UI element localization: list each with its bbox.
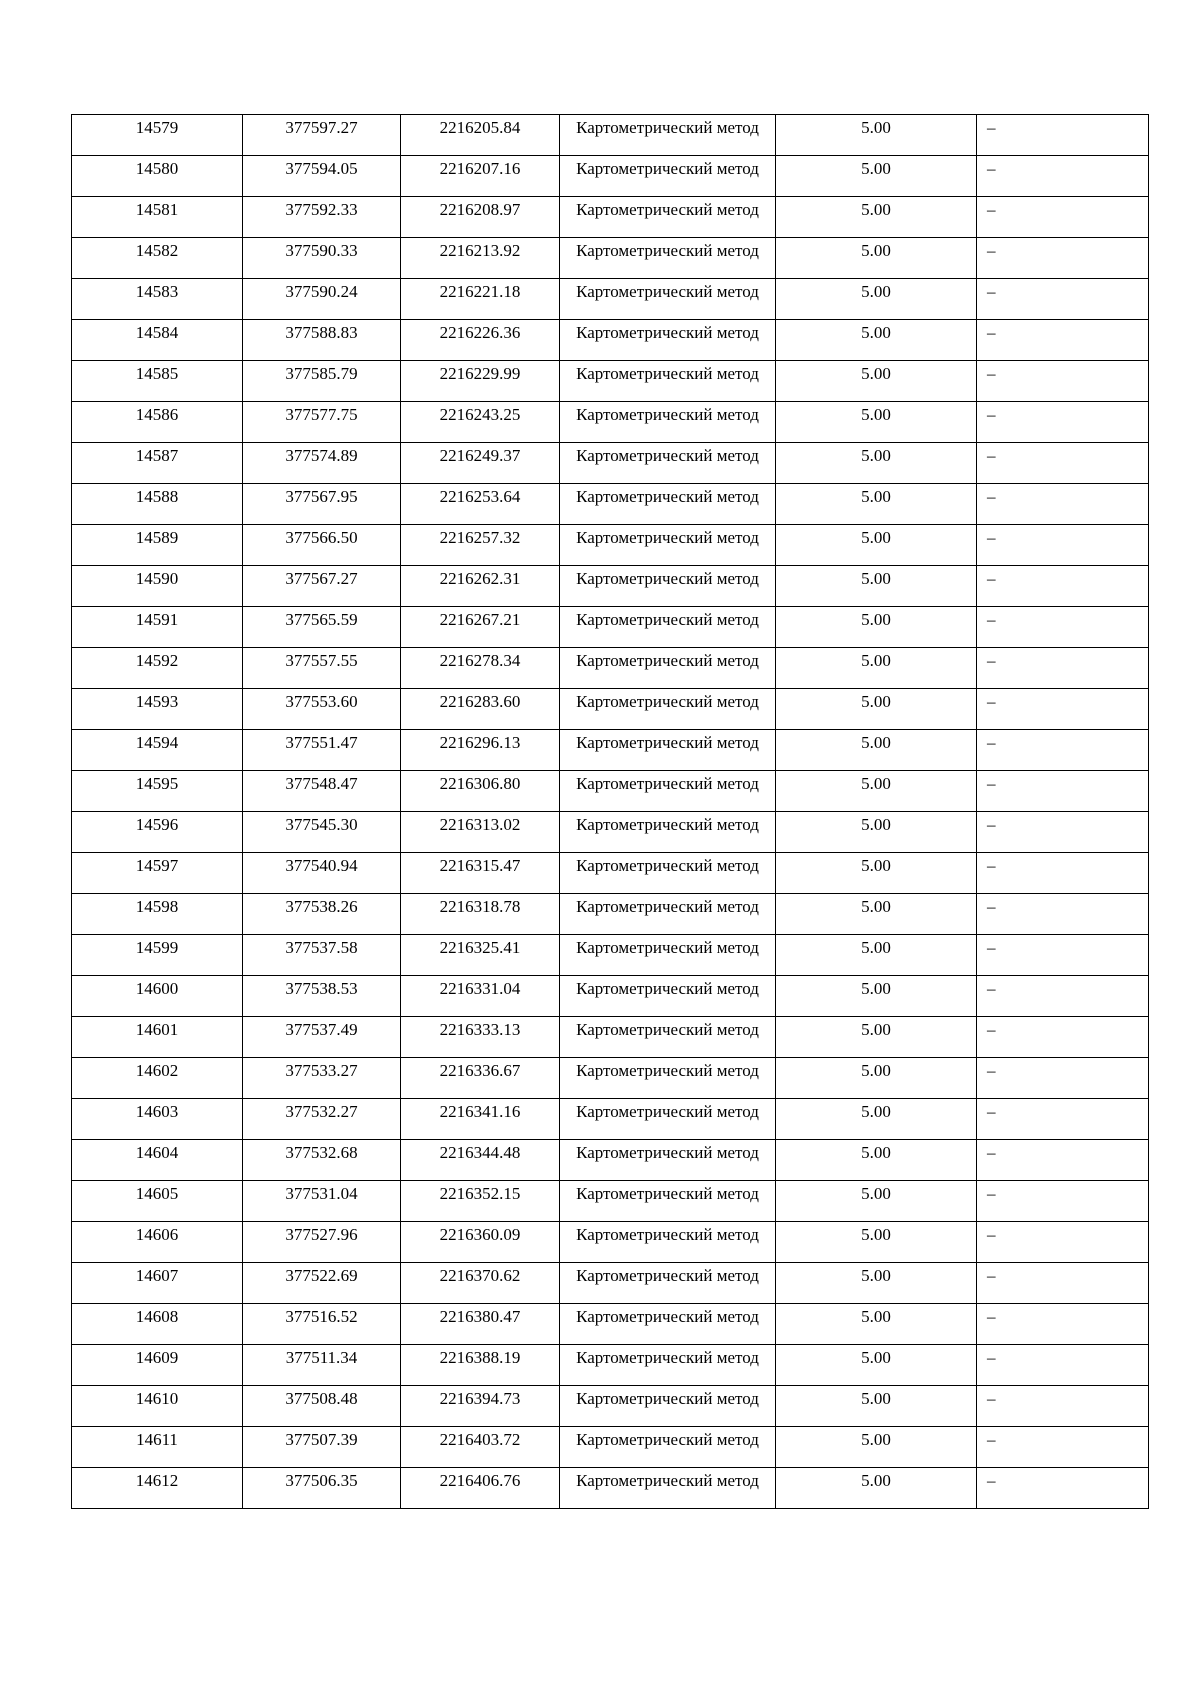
note-cell: –: [977, 443, 1149, 484]
table-row: [72, 566, 1149, 607]
point-number-cell: 14587: [72, 443, 243, 484]
point-number-cell: 14590: [72, 566, 243, 607]
accuracy-cell: 5.00: [776, 238, 977, 279]
y-coordinate-cell: 2216283.60: [401, 689, 560, 730]
y-coordinate-cell: 2216315.47: [401, 853, 560, 894]
x-coordinate-cell: 377553.60: [243, 689, 401, 730]
y-coordinate-cell: 2216257.32: [401, 525, 560, 566]
note-cell: –: [977, 730, 1149, 771]
x-coordinate-cell: 377585.79: [243, 361, 401, 402]
point-number-cell: 14598: [72, 894, 243, 935]
note-cell: –: [977, 648, 1149, 689]
method-cell: Картометрический метод: [560, 566, 776, 607]
x-coordinate-cell: 377548.47: [243, 771, 401, 812]
method-cell: Картометрический метод: [560, 238, 776, 279]
accuracy-cell: 5.00: [776, 361, 977, 402]
method-cell: Картометрический метод: [560, 1427, 776, 1468]
method-cell: Картометрический метод: [560, 320, 776, 361]
method-cell: Картометрический метод: [560, 1386, 776, 1427]
table-row: [72, 279, 1149, 320]
point-number-cell: 14595: [72, 771, 243, 812]
y-coordinate-cell: 2216249.37: [401, 443, 560, 484]
x-coordinate-cell: 377574.89: [243, 443, 401, 484]
method-cell: Картометрический метод: [560, 484, 776, 525]
method-cell: Картометрический метод: [560, 1345, 776, 1386]
point-number-cell: 14602: [72, 1058, 243, 1099]
method-cell: Картометрический метод: [560, 853, 776, 894]
y-coordinate-cell: 2216207.16: [401, 156, 560, 197]
table-row: [72, 1099, 1149, 1140]
method-cell: Картометрический метод: [560, 730, 776, 771]
y-coordinate-cell: 2216226.36: [401, 320, 560, 361]
table-row: [72, 1345, 1149, 1386]
method-cell: Картометрический метод: [560, 156, 776, 197]
point-number-cell: 14588: [72, 484, 243, 525]
y-coordinate-cell: 2216267.21: [401, 607, 560, 648]
point-number-cell: 14600: [72, 976, 243, 1017]
x-coordinate-cell: 377538.26: [243, 894, 401, 935]
note-cell: –: [977, 1427, 1149, 1468]
x-coordinate-cell: 377592.33: [243, 197, 401, 238]
y-coordinate-cell: 2216344.48: [401, 1140, 560, 1181]
table-row: [72, 156, 1149, 197]
note-cell: –: [977, 771, 1149, 812]
point-number-cell: 14603: [72, 1099, 243, 1140]
x-coordinate-cell: 377532.27: [243, 1099, 401, 1140]
y-coordinate-cell: 2216278.34: [401, 648, 560, 689]
note-cell: –: [977, 197, 1149, 238]
method-cell: Картометрический метод: [560, 935, 776, 976]
y-coordinate-cell: 2216388.19: [401, 1345, 560, 1386]
point-number-cell: 14612: [72, 1468, 243, 1509]
accuracy-cell: 5.00: [776, 1058, 977, 1099]
accuracy-cell: 5.00: [776, 648, 977, 689]
y-coordinate-cell: 2216306.80: [401, 771, 560, 812]
x-coordinate-cell: 377557.55: [243, 648, 401, 689]
x-coordinate-cell: 377516.52: [243, 1304, 401, 1345]
x-coordinate-cell: 377577.75: [243, 402, 401, 443]
point-number-cell: 14594: [72, 730, 243, 771]
table-row: [72, 402, 1149, 443]
accuracy-cell: 5.00: [776, 853, 977, 894]
x-coordinate-cell: 377527.96: [243, 1222, 401, 1263]
method-cell: Картометрический метод: [560, 607, 776, 648]
y-coordinate-cell: 2216325.41: [401, 935, 560, 976]
table-row: [72, 648, 1149, 689]
point-number-cell: 14610: [72, 1386, 243, 1427]
y-coordinate-cell: 2216406.76: [401, 1468, 560, 1509]
y-coordinate-cell: 2216205.84: [401, 115, 560, 156]
accuracy-cell: 5.00: [776, 484, 977, 525]
x-coordinate-cell: 377588.83: [243, 320, 401, 361]
table-row: [72, 771, 1149, 812]
point-number-cell: 14608: [72, 1304, 243, 1345]
note-cell: –: [977, 1345, 1149, 1386]
x-coordinate-cell: 377532.68: [243, 1140, 401, 1181]
y-coordinate-cell: 2216213.92: [401, 238, 560, 279]
method-cell: Картометрический метод: [560, 1222, 776, 1263]
method-cell: Картометрический метод: [560, 1181, 776, 1222]
method-cell: Картометрический метод: [560, 197, 776, 238]
note-cell: –: [977, 1181, 1149, 1222]
point-number-cell: 14580: [72, 156, 243, 197]
point-number-cell: 14584: [72, 320, 243, 361]
accuracy-cell: 5.00: [776, 525, 977, 566]
method-cell: Картометрический метод: [560, 812, 776, 853]
note-cell: –: [977, 156, 1149, 197]
method-cell: Картометрический метод: [560, 1017, 776, 1058]
note-cell: –: [977, 484, 1149, 525]
x-coordinate-cell: 377506.35: [243, 1468, 401, 1509]
table-row: [72, 361, 1149, 402]
note-cell: –: [977, 238, 1149, 279]
method-cell: Картометрический метод: [560, 402, 776, 443]
method-cell: Картометрический метод: [560, 689, 776, 730]
accuracy-cell: 5.00: [776, 1263, 977, 1304]
y-coordinate-cell: 2216333.13: [401, 1017, 560, 1058]
note-cell: –: [977, 115, 1149, 156]
method-cell: Картометрический метод: [560, 771, 776, 812]
point-number-cell: 14611: [72, 1427, 243, 1468]
y-coordinate-cell: 2216208.97: [401, 197, 560, 238]
x-coordinate-cell: 377537.49: [243, 1017, 401, 1058]
y-coordinate-cell: 2216403.72: [401, 1427, 560, 1468]
method-cell: Картометрический метод: [560, 361, 776, 402]
accuracy-cell: 5.00: [776, 812, 977, 853]
y-coordinate-cell: 2216331.04: [401, 976, 560, 1017]
accuracy-cell: 5.00: [776, 1386, 977, 1427]
table-row: [72, 238, 1149, 279]
accuracy-cell: 5.00: [776, 771, 977, 812]
table-row: [72, 894, 1149, 935]
x-coordinate-cell: 377540.94: [243, 853, 401, 894]
note-cell: –: [977, 320, 1149, 361]
y-coordinate-cell: 2216229.99: [401, 361, 560, 402]
x-coordinate-cell: 377590.24: [243, 279, 401, 320]
accuracy-cell: 5.00: [776, 1140, 977, 1181]
accuracy-cell: 5.00: [776, 1427, 977, 1468]
point-number-cell: 14585: [72, 361, 243, 402]
accuracy-cell: 5.00: [776, 976, 977, 1017]
note-cell: –: [977, 566, 1149, 607]
note-cell: –: [977, 1304, 1149, 1345]
table-row: [72, 1304, 1149, 1345]
method-cell: Картометрический метод: [560, 1263, 776, 1304]
note-cell: –: [977, 607, 1149, 648]
y-coordinate-cell: 2216380.47: [401, 1304, 560, 1345]
accuracy-cell: 5.00: [776, 566, 977, 607]
method-cell: Картометрический метод: [560, 976, 776, 1017]
y-coordinate-cell: 2216352.15: [401, 1181, 560, 1222]
accuracy-cell: 5.00: [776, 115, 977, 156]
point-number-cell: 14606: [72, 1222, 243, 1263]
accuracy-cell: 5.00: [776, 156, 977, 197]
method-cell: Картометрический метод: [560, 525, 776, 566]
table-row: [72, 1427, 1149, 1468]
x-coordinate-cell: 377567.95: [243, 484, 401, 525]
method-cell: Картометрический метод: [560, 1058, 776, 1099]
point-number-cell: 14609: [72, 1345, 243, 1386]
point-number-cell: 14597: [72, 853, 243, 894]
x-coordinate-cell: 377538.53: [243, 976, 401, 1017]
x-coordinate-cell: 377531.04: [243, 1181, 401, 1222]
coordinates-table-body: [72, 115, 1149, 1509]
x-coordinate-cell: 377567.27: [243, 566, 401, 607]
coordinates-table: [71, 114, 1149, 1509]
method-cell: Картометрический метод: [560, 1140, 776, 1181]
table-row: [72, 320, 1149, 361]
accuracy-cell: 5.00: [776, 689, 977, 730]
accuracy-cell: 5.00: [776, 894, 977, 935]
accuracy-cell: 5.00: [776, 320, 977, 361]
accuracy-cell: 5.00: [776, 1468, 977, 1509]
x-coordinate-cell: 377507.39: [243, 1427, 401, 1468]
x-coordinate-cell: 377551.47: [243, 730, 401, 771]
y-coordinate-cell: 2216318.78: [401, 894, 560, 935]
accuracy-cell: 5.00: [776, 607, 977, 648]
accuracy-cell: 5.00: [776, 279, 977, 320]
table-row: [72, 443, 1149, 484]
note-cell: –: [977, 1468, 1149, 1509]
table-row: [72, 115, 1149, 156]
point-number-cell: 14586: [72, 402, 243, 443]
table-row: [72, 607, 1149, 648]
table-row: [72, 1181, 1149, 1222]
note-cell: –: [977, 1386, 1149, 1427]
x-coordinate-cell: 377508.48: [243, 1386, 401, 1427]
y-coordinate-cell: 2216341.16: [401, 1099, 560, 1140]
note-cell: –: [977, 853, 1149, 894]
point-number-cell: 14589: [72, 525, 243, 566]
point-number-cell: 14592: [72, 648, 243, 689]
method-cell: Картометрический метод: [560, 1304, 776, 1345]
y-coordinate-cell: 2216253.64: [401, 484, 560, 525]
point-number-cell: 14581: [72, 197, 243, 238]
table-row: [72, 853, 1149, 894]
table-row: [72, 976, 1149, 1017]
accuracy-cell: 5.00: [776, 197, 977, 238]
note-cell: –: [977, 812, 1149, 853]
y-coordinate-cell: 2216336.67: [401, 1058, 560, 1099]
method-cell: Картометрический метод: [560, 648, 776, 689]
point-number-cell: 14604: [72, 1140, 243, 1181]
point-number-cell: 14591: [72, 607, 243, 648]
accuracy-cell: 5.00: [776, 1181, 977, 1222]
method-cell: Картометрический метод: [560, 279, 776, 320]
note-cell: –: [977, 689, 1149, 730]
point-number-cell: 14596: [72, 812, 243, 853]
y-coordinate-cell: 2216360.09: [401, 1222, 560, 1263]
accuracy-cell: 5.00: [776, 1099, 977, 1140]
method-cell: Картометрический метод: [560, 1099, 776, 1140]
method-cell: Картометрический метод: [560, 894, 776, 935]
table-row: [72, 484, 1149, 525]
note-cell: –: [977, 1140, 1149, 1181]
note-cell: –: [977, 1017, 1149, 1058]
method-cell: Картометрический метод: [560, 443, 776, 484]
table-row: [72, 1140, 1149, 1181]
x-coordinate-cell: 377511.34: [243, 1345, 401, 1386]
note-cell: –: [977, 525, 1149, 566]
point-number-cell: 14599: [72, 935, 243, 976]
accuracy-cell: 5.00: [776, 1304, 977, 1345]
table-row: [72, 1386, 1149, 1427]
note-cell: –: [977, 976, 1149, 1017]
note-cell: –: [977, 1099, 1149, 1140]
point-number-cell: 14583: [72, 279, 243, 320]
table-row: [72, 1222, 1149, 1263]
method-cell: Картометрический метод: [560, 115, 776, 156]
x-coordinate-cell: 377597.27: [243, 115, 401, 156]
x-coordinate-cell: 377533.27: [243, 1058, 401, 1099]
x-coordinate-cell: 377594.05: [243, 156, 401, 197]
y-coordinate-cell: 2216394.73: [401, 1386, 560, 1427]
y-coordinate-cell: 2216262.31: [401, 566, 560, 607]
note-cell: –: [977, 402, 1149, 443]
x-coordinate-cell: 377522.69: [243, 1263, 401, 1304]
note-cell: –: [977, 1222, 1149, 1263]
y-coordinate-cell: 2216313.02: [401, 812, 560, 853]
y-coordinate-cell: 2216221.18: [401, 279, 560, 320]
point-number-cell: 14601: [72, 1017, 243, 1058]
accuracy-cell: 5.00: [776, 1345, 977, 1386]
point-number-cell: 14605: [72, 1181, 243, 1222]
accuracy-cell: 5.00: [776, 443, 977, 484]
table-row: [72, 1017, 1149, 1058]
y-coordinate-cell: 2216296.13: [401, 730, 560, 771]
point-number-cell: 14607: [72, 1263, 243, 1304]
x-coordinate-cell: 377537.58: [243, 935, 401, 976]
point-number-cell: 14593: [72, 689, 243, 730]
x-coordinate-cell: 377566.50: [243, 525, 401, 566]
table-row: [72, 689, 1149, 730]
method-cell: Картометрический метод: [560, 1468, 776, 1509]
table-row: [72, 935, 1149, 976]
note-cell: –: [977, 935, 1149, 976]
y-coordinate-cell: 2216370.62: [401, 1263, 560, 1304]
point-number-cell: 14582: [72, 238, 243, 279]
table-row: [72, 1263, 1149, 1304]
table-row: [72, 812, 1149, 853]
x-coordinate-cell: 377590.33: [243, 238, 401, 279]
note-cell: –: [977, 894, 1149, 935]
y-coordinate-cell: 2216243.25: [401, 402, 560, 443]
note-cell: –: [977, 1058, 1149, 1099]
note-cell: –: [977, 279, 1149, 320]
table-row: [72, 525, 1149, 566]
table-row: [72, 197, 1149, 238]
table-row: [72, 730, 1149, 771]
table-row: [72, 1058, 1149, 1099]
accuracy-cell: 5.00: [776, 1017, 977, 1058]
x-coordinate-cell: 377545.30: [243, 812, 401, 853]
x-coordinate-cell: 377565.59: [243, 607, 401, 648]
note-cell: –: [977, 1263, 1149, 1304]
table-row: [72, 1468, 1149, 1509]
accuracy-cell: 5.00: [776, 402, 977, 443]
accuracy-cell: 5.00: [776, 935, 977, 976]
accuracy-cell: 5.00: [776, 730, 977, 771]
point-number-cell: 14579: [72, 115, 243, 156]
note-cell: –: [977, 361, 1149, 402]
accuracy-cell: 5.00: [776, 1222, 977, 1263]
